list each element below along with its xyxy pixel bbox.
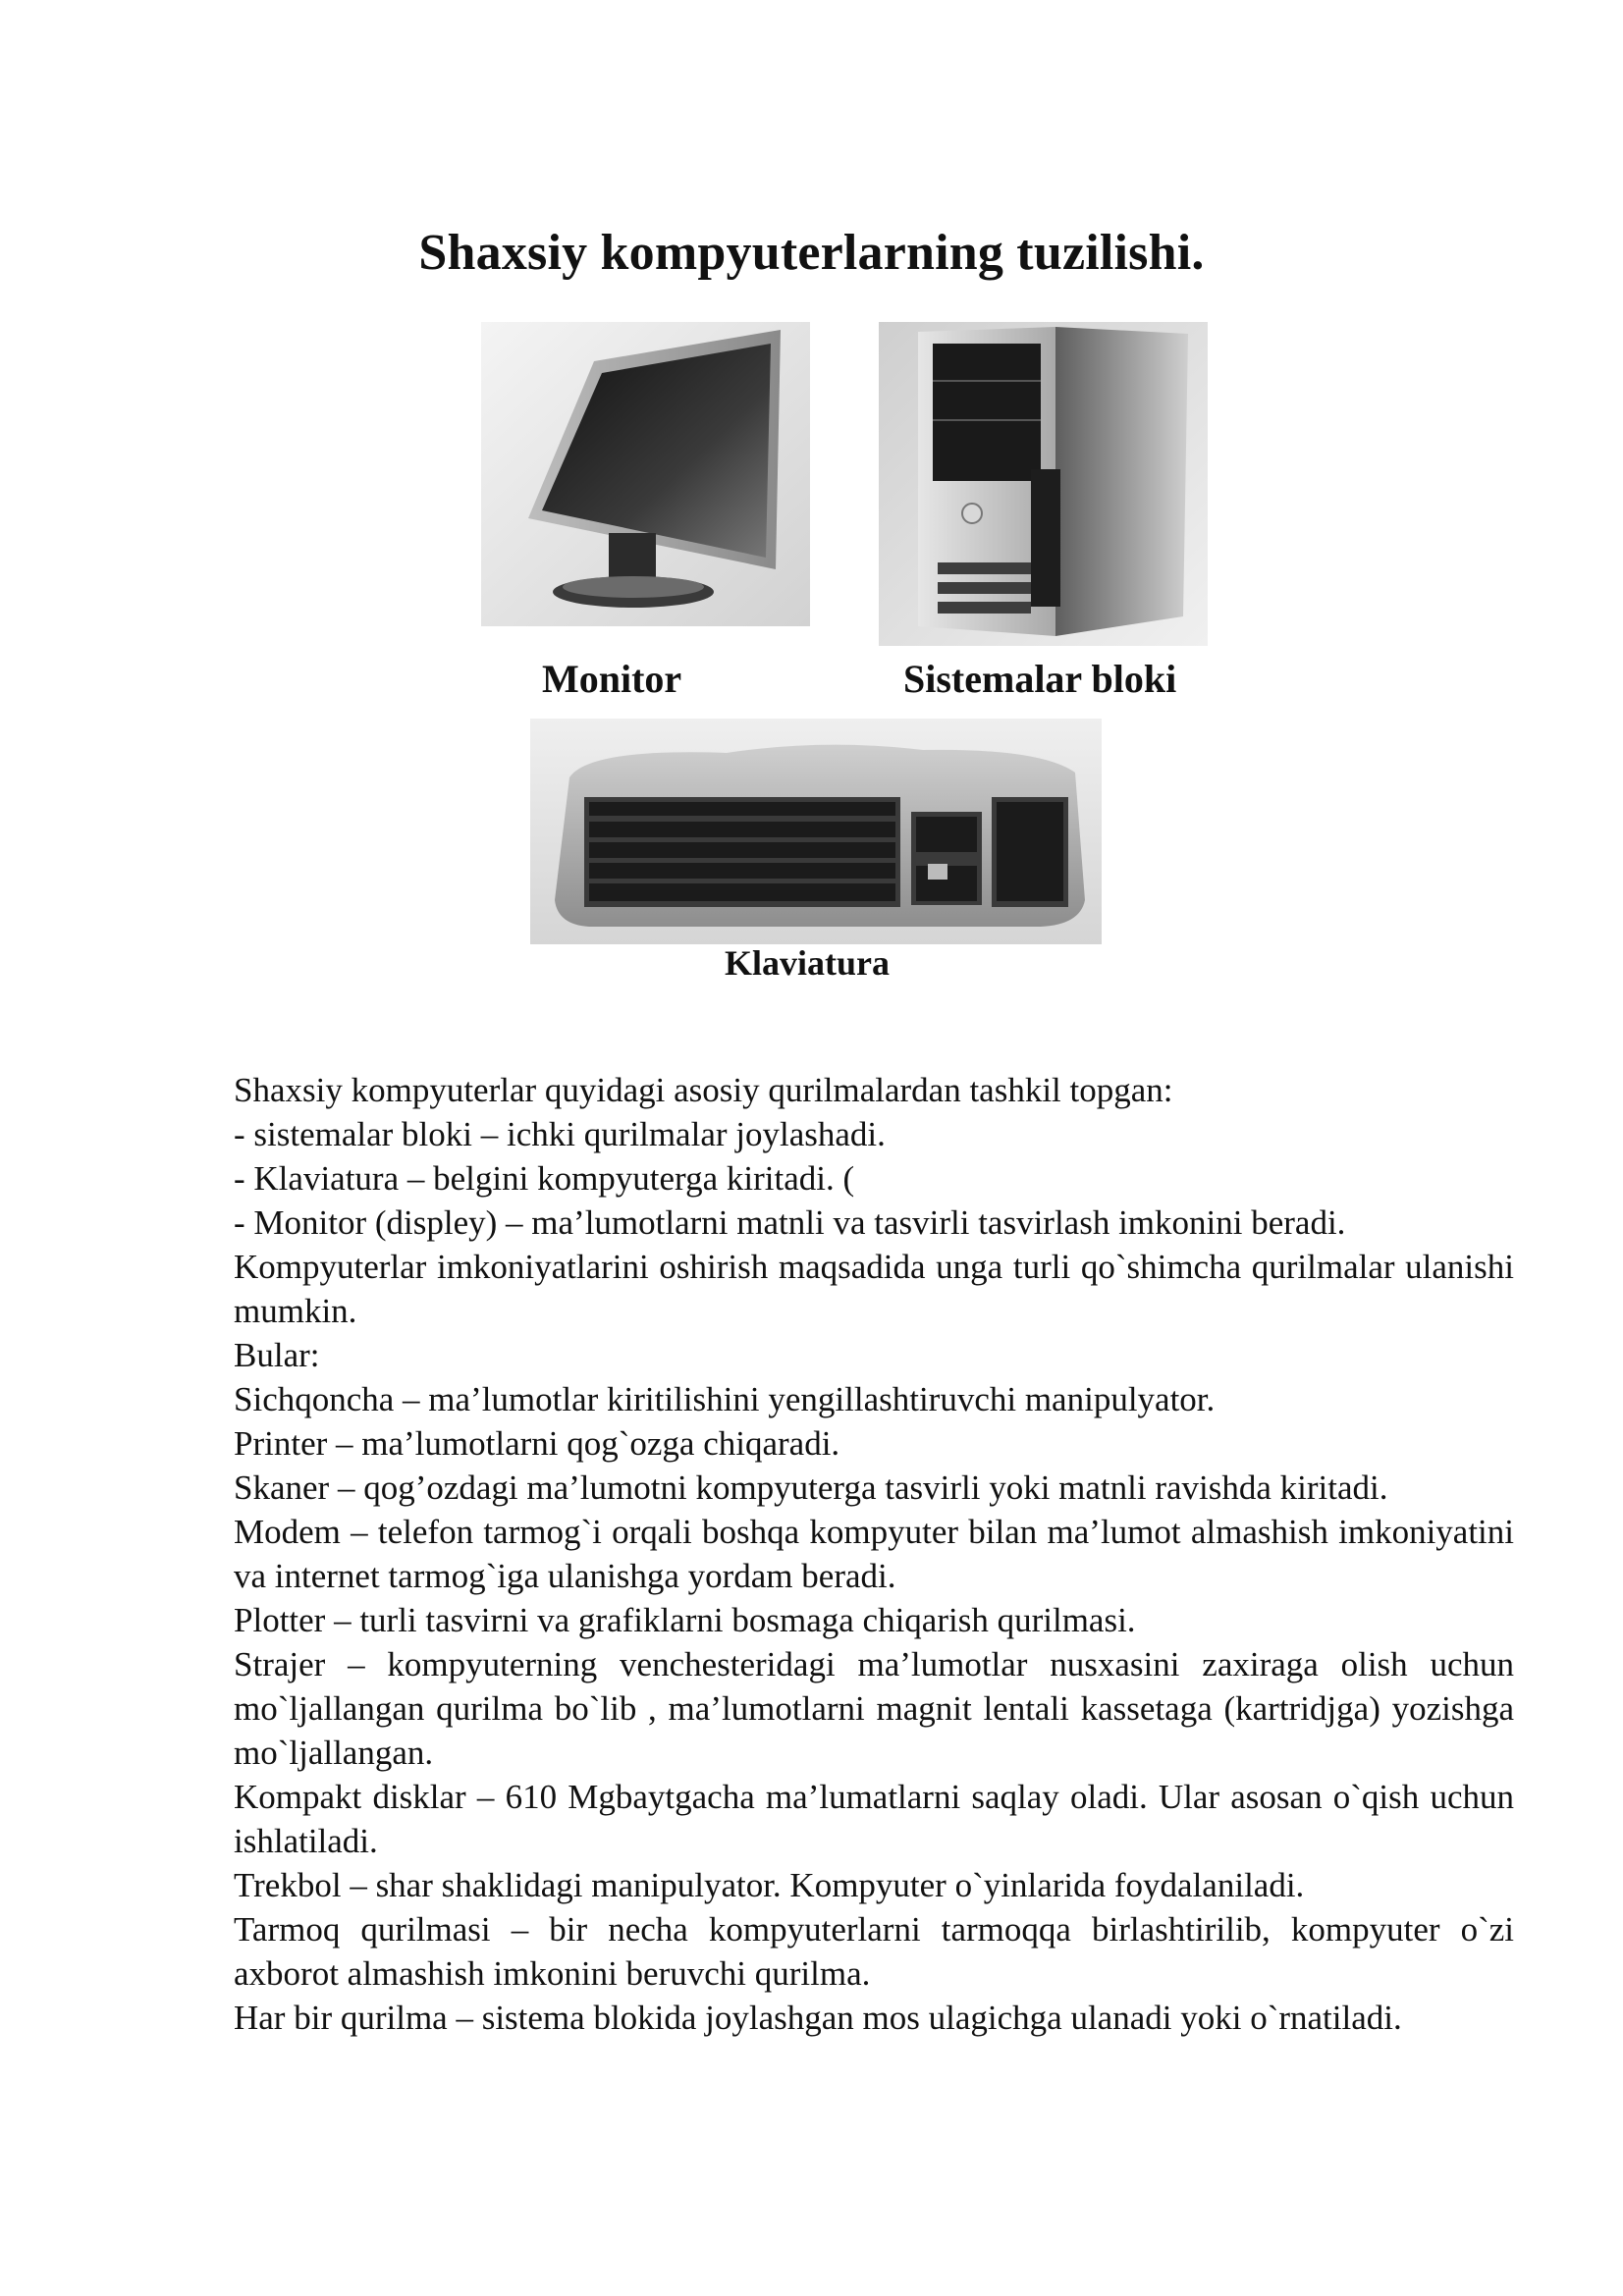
paragraph: Plotter – turli tasvirni va grafiklarni bosmaga chiqarish qurilmasi.	[234, 1601, 1136, 1639]
paragraph: Strajer – kompyuterning venchesteridagi ma’lumotlar nusxasini zaxiraga olish uchun mo`ljallangan qurilma bo`lib , ma’lumotlarni magnit lentali kassetaga (kartridjga) yozishga mo`ljallangan.	[234, 1645, 1514, 1772]
paragraph: Kompyuterlar imkoniyatlarini oshirish maqsadida unga turli qo`shimcha qurilmalar ulanishi mumkin.	[234, 1248, 1514, 1330]
paragraph: Kompakt disklar – 610 Mgbaytgacha ma’lumatlarni saqlay oladi. Ular asosan o`qish uchun ishlatiladi.	[234, 1778, 1514, 1860]
paragraph: Trekbol – shar shaklidagi manipulyator. Kompyuter o`yinlarida foydalaniladi.	[234, 1866, 1305, 1904]
keyboard-caption: Klaviatura	[725, 943, 890, 983]
system-unit-caption: Sistemalar bloki	[903, 657, 1177, 701]
system-unit-image	[879, 322, 1208, 646]
paragraph: - Klaviatura – belgini kompyuterga kiritadi. (	[234, 1159, 855, 1198]
paragraph: Tarmoq qurilmasi – bir necha kompyuterlarni tarmoqqa birlashtirilib, kompyuter o`zi axborot almashish imkonini beruvchi qurilma.	[234, 1910, 1514, 1993]
paragraph: Modem – telefon tarmog`i orqali boshqa kompyuter bilan ma’lumot almashish imkoniyatini va internet tarmog`iga ulanishga yordam beradi.	[234, 1513, 1514, 1595]
page-title: Shaxsiy kompyuterlarning tuzilishi.	[418, 225, 1205, 281]
paragraph: - sistemalar bloki – ichki qurilmalar joylashadi.	[234, 1115, 886, 1153]
monitor-caption: Monitor	[542, 657, 682, 701]
paragraph: Har bir qurilma – sistema blokida joylashgan mos ulagichga ulanadi yoki o`rnatiladi.	[234, 1999, 1402, 2037]
monitor-image	[481, 322, 810, 626]
keyboard-image	[530, 719, 1102, 944]
paragraph: - Monitor (displey) – ma’lumotlarni matnli va tasvirli tasvirlash imkonini beradi.	[234, 1203, 1346, 1242]
paragraph: Bular:	[234, 1336, 320, 1374]
paragraph: Skaner – qog’ozdagi ma’lumotni kompyuterga tasvirli yoki matnli ravishda kiritadi.	[234, 1468, 1388, 1507]
body-text	[234, 1068, 1514, 2040]
paragraph: Shaxsiy kompyuterlar quyidagi asosiy qurilmalardan tashkil topgan:	[234, 1071, 1173, 1109]
paragraph: Printer – ma’lumotlarni qog`ozga chiqaradi.	[234, 1424, 840, 1463]
paragraph: Sichqoncha – ma’lumotlar kiritilishini yengillashtiruvchi manipulyator.	[234, 1380, 1216, 1418]
